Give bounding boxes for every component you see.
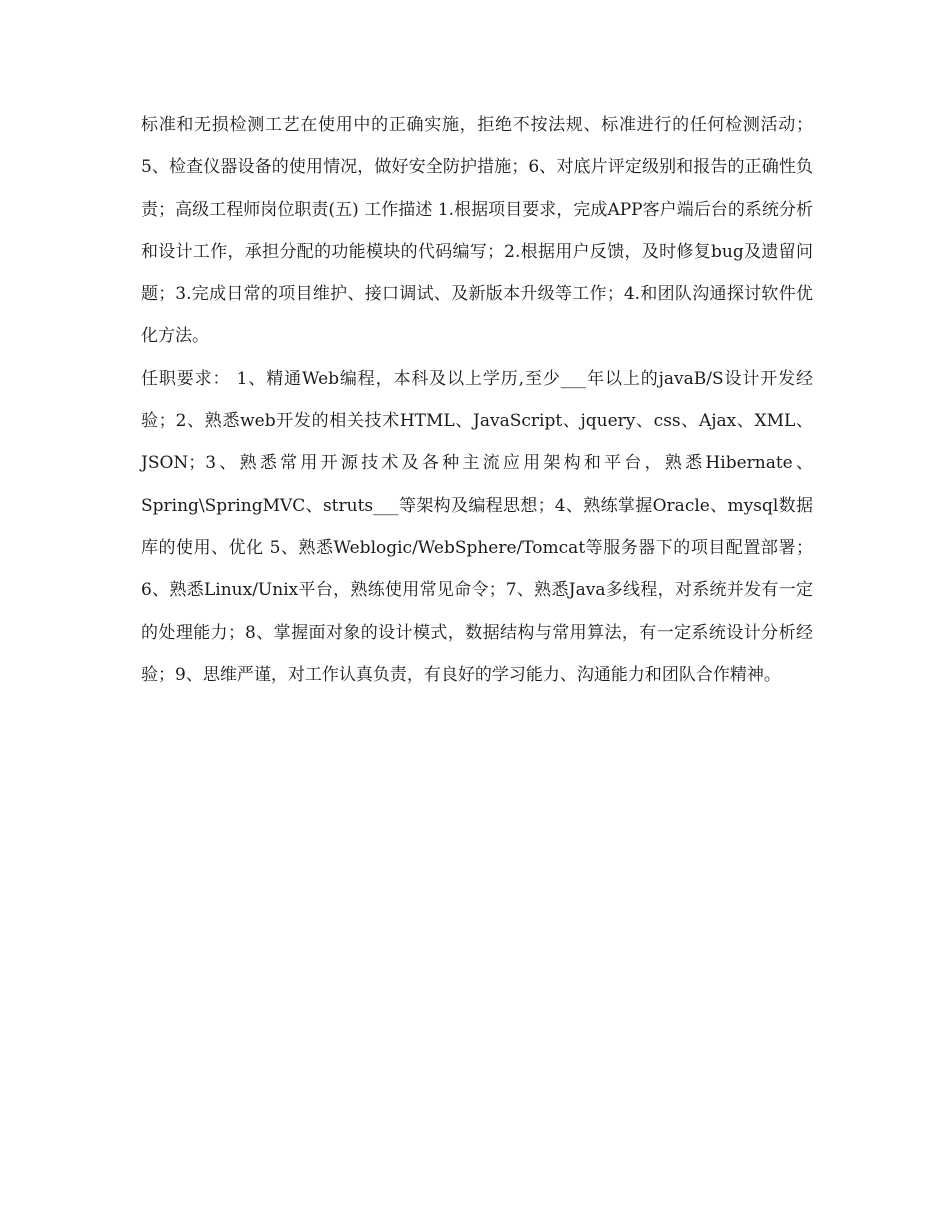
paragraph-job-requirements: 任职要求： 1、精通Web编程，本科及以上学历,至少___年以上的javaB/S设计开发经验；2、熟悉web开发的相关技术HTML、JavaScript、jquery、css、Ajax、XML、JSON；3、熟悉常用开源技术及各种主流应用架构和平台，熟悉Hibernate、Spring\SpringMVC、struts___等架构及编程思想；4、熟练掌握Oracle、mysql数据库的使用、优化 5、熟悉Weblogic/WebSphere/Tomcat等服务器下的项目配置部署；6、熟悉Linux/Unix平台，熟练使用常见命令；7、熟悉Java多线程，对系统并发有一定的处理能力；8、掌握面对象的设计模式，数据结构与常用算法，有一定系统设计分析经验；9、思维严谨，对工作认真负责，有良好的学习能力、沟通能力和团队合作精神。 <box>141 368 813 685</box>
document-body <box>141 104 813 696</box>
paragraph-job-description: 标准和无损检测工艺在使用中的正确实施，拒绝不按法规、标准进行的任何检测活动；5、检查仪器设备的使用情况，做好安全防护措施；6、对底片评定级别和报告的正确性负责；高级工程师岗位职责(五) 工作描述 1.根据项目要求，完成APP客户端后台的系统分析和设计工作，承担分配的功能模块的代码编写；2.根据用户反馈，及时修复bug及遗留问题；3.完成日常的项目维护、接口调试、及新版本升级等工作；4.和团队沟通探讨软件优化方法。 <box>141 115 813 347</box>
